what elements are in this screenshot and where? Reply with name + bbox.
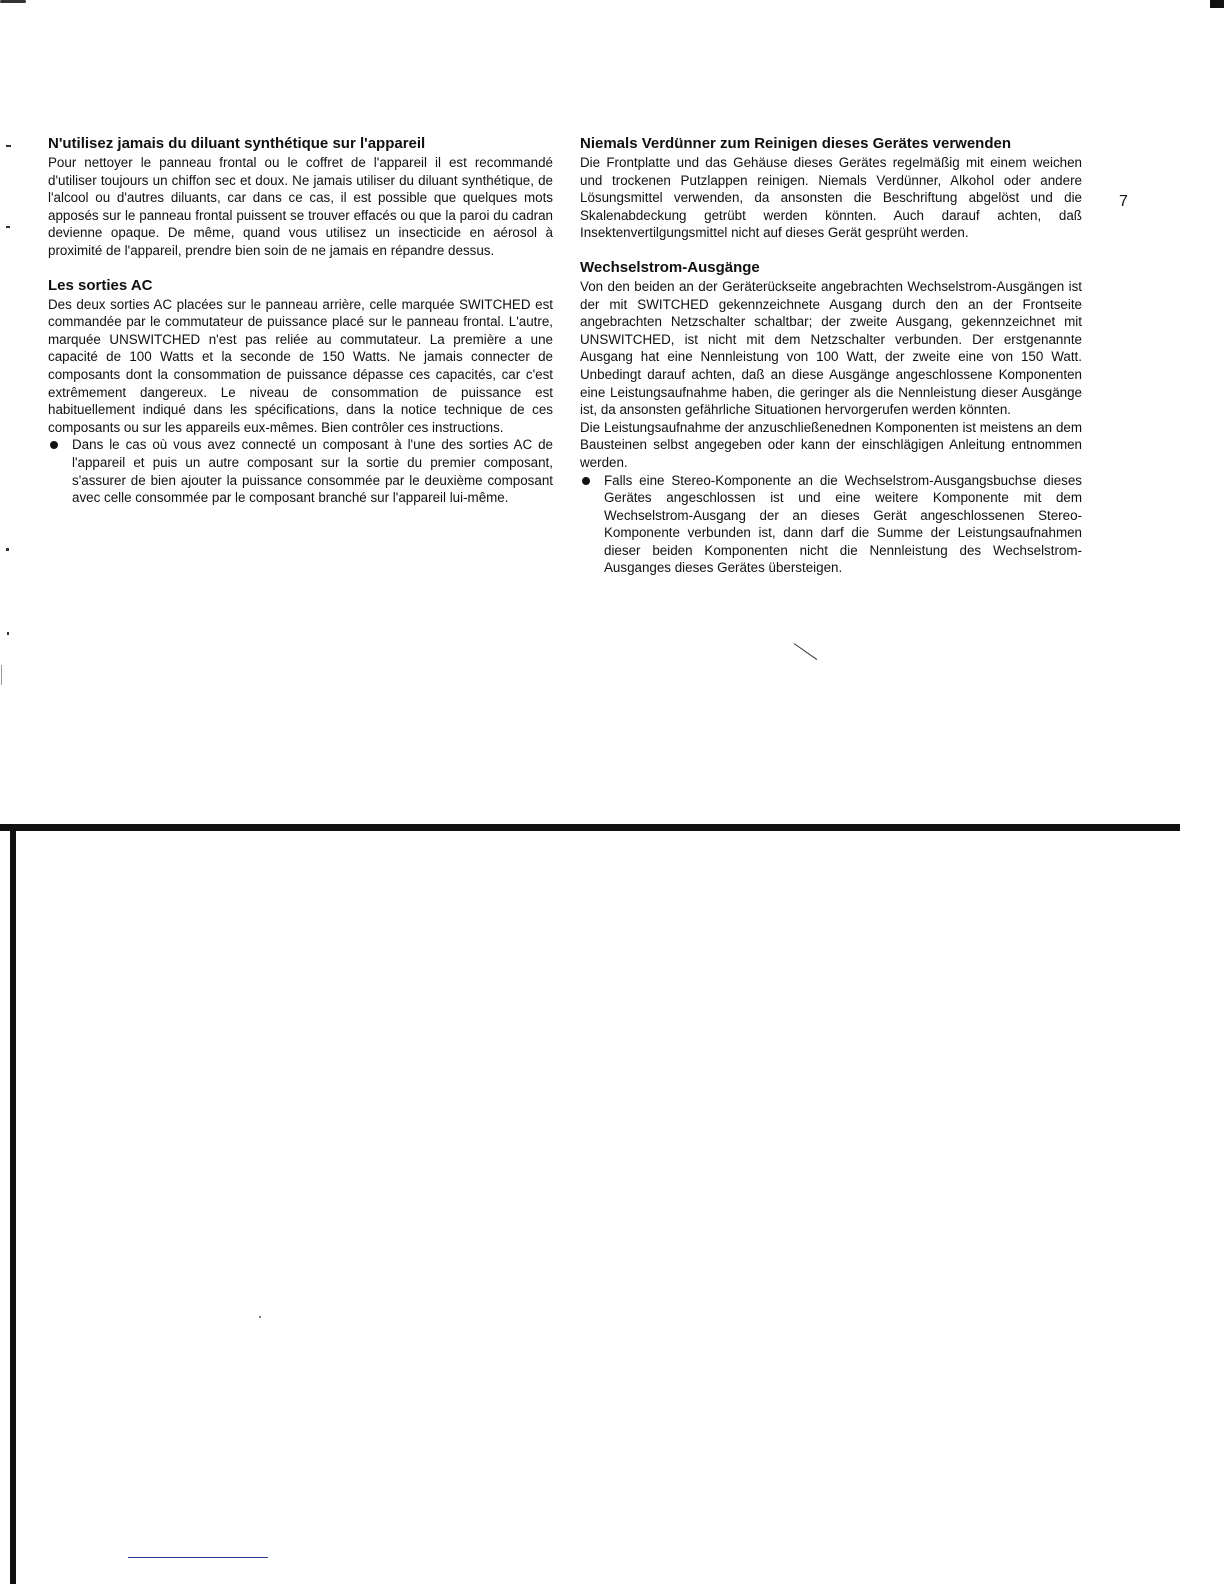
bullet-text-fr: Dans le cas où vous avez connecté un composant à l'une des sorties AC de l'appareil et puis un autre composant sur la sortie du premier composant, s'assurer de bien ajouter la puissance consommée par le deuxième composant avec celle consommée par le composant branché sur l'appareil lui-même. bbox=[72, 437, 553, 506]
vertical-divider bbox=[10, 824, 16, 1584]
section-sorties-ac bbox=[48, 276, 553, 507]
paragraph-sorties-ac: Des deux sorties AC placées sur le panneau arrière, celle marquée SWITCHED est commandée par le commutateur de puissance placé sur le panneau frontal. L'autre, marquée UNSWITCHED n'est pas reliée au commutateur. La première a une capacité de 100 Watts et la seconde de 150 Watts. Ne jamais connecter de composants dont la consommation de puissance dépasse ces capacités, car c'est extrêmement dangereux. Le niveau de consommation de puissance est habituellement indiqué dans les spécifications, dans la notice technique de ces composants ou sur les appareils eux-mêmes. Bien contrôler ces instructions. bbox=[48, 296, 553, 435]
section-diluant bbox=[48, 134, 553, 260]
bullet-item-fr bbox=[48, 436, 553, 506]
margin-dash-3 bbox=[6, 548, 9, 551]
margin-dash-4 bbox=[7, 632, 9, 635]
bullet-item-de bbox=[580, 472, 1082, 578]
paragraph-diluant: Pour nettoyer le panneau frontal ou le coffret de l'appareil il est recommandé d'utiliser toujours un chiffon sec et doux. Ne jamais utiliser du diluant synthétique, de l'alcool ou d'autres diluants, car dans ce cas, il est possible que quelques mots apposés sur le panneau frontal puissent se trouver effacés ou que la paroi du cadran devienne opaque. De même, quand vous utilisez un insecticide en aérosol à proximité de l'appareil, prendre bien soin de ne jamais en répandre dessus. bbox=[48, 155, 553, 258]
section-verduenner bbox=[580, 134, 1082, 242]
page-number: 7 bbox=[1119, 193, 1128, 210]
section-wechselstrom bbox=[580, 258, 1082, 577]
heading-verduenner: Niemals Verdünner zum Reinigen dieses Gerätes verwenden bbox=[580, 135, 1011, 152]
heading-wechselstrom: Wechselstrom-Ausgänge bbox=[580, 258, 760, 276]
bullet-text-de: Falls eine Stereo-Komponente an die Wechselstrom-Ausgangsbuchse dieses Gerätes angeschlossen ist und eine weitere Komponente mit dem Wechselstrom-Ausgang der an dieses Gerät angeschlossenen Stereo-Komponente verbunden ist, dann darf die Summe der Leistungsaufnahmen dieser beiden Komponenten nicht die Nennleistung des Wechselstrom-Ausganges dieses Gerätes übersteigen. bbox=[604, 472, 1082, 576]
horizontal-divider bbox=[0, 824, 1180, 831]
heading-diluant: N'utilisez jamais du diluant synthétique sur l'appareil bbox=[48, 135, 426, 152]
bullet-icon bbox=[50, 441, 58, 449]
left-column-french bbox=[48, 134, 553, 523]
margin-dash-1 bbox=[6, 145, 11, 147]
margin-dash-2 bbox=[6, 226, 10, 228]
right-column-german bbox=[580, 134, 1082, 593]
paragraph-leistungsaufnahme: Die Leistungsaufnahme der anzuschließenednen Komponenten ist meistens an dem Bausteinen selbst angegeben oder kann der einschlägigen Anleitung entnommen werden. bbox=[580, 419, 1082, 470]
bottom-underline bbox=[128, 1557, 268, 1558]
margin-line bbox=[1, 665, 2, 685]
heading-sorties-ac: Les sorties AC bbox=[48, 276, 153, 294]
bullet-icon bbox=[582, 477, 590, 485]
scan-mark-top-left bbox=[0, 0, 26, 3]
scan-mark-top-right bbox=[1210, 0, 1224, 8]
paragraph-wechselstrom: Von den beiden an der Geräterückseite angebrachten Wechselstrom-Ausgängen ist der mit SWITCHED gekennzeichnete Ausgang durch den an der Frontseite angebrachten Netzschalter schaltbar; der zweite Ausgang, gekennzeichnet mit UNSWITCHED, ist nicht mit dem Netzschalter verbunden. Der erstgenannte Ausgang hat eine Nennleistung von 100 Watt, der zweite eine von 150 Watt. Unbedingt darauf achten, daß an diese Ausgänge angeschlossene Komponenten eine Leistungsaufnahme haben, die geringer als die Nennleistung dieser Ausgänge ist, da ansonsten gefährliche Situationen hervorgerufen werden könnten. bbox=[580, 278, 1082, 418]
paragraph-verduenner: Die Frontplatte und das Gehäuse dieses Gerätes regelmäßig mit einem weichen und trockenen Putzlappen reinigen. Niemals Verdünner, Alkohol oder andere Lösungsmittel verwenden, da ansonsten die Beschriftung abgelöst und die Skalenabdeckung getrübt werden könnten. Auch darauf achten, daß Insektenvertilgungsmittel nicht auf dieses Gerät gesprüht werden. bbox=[580, 155, 1082, 241]
scan-scratch bbox=[794, 643, 818, 660]
scan-speck bbox=[259, 1316, 261, 1318]
